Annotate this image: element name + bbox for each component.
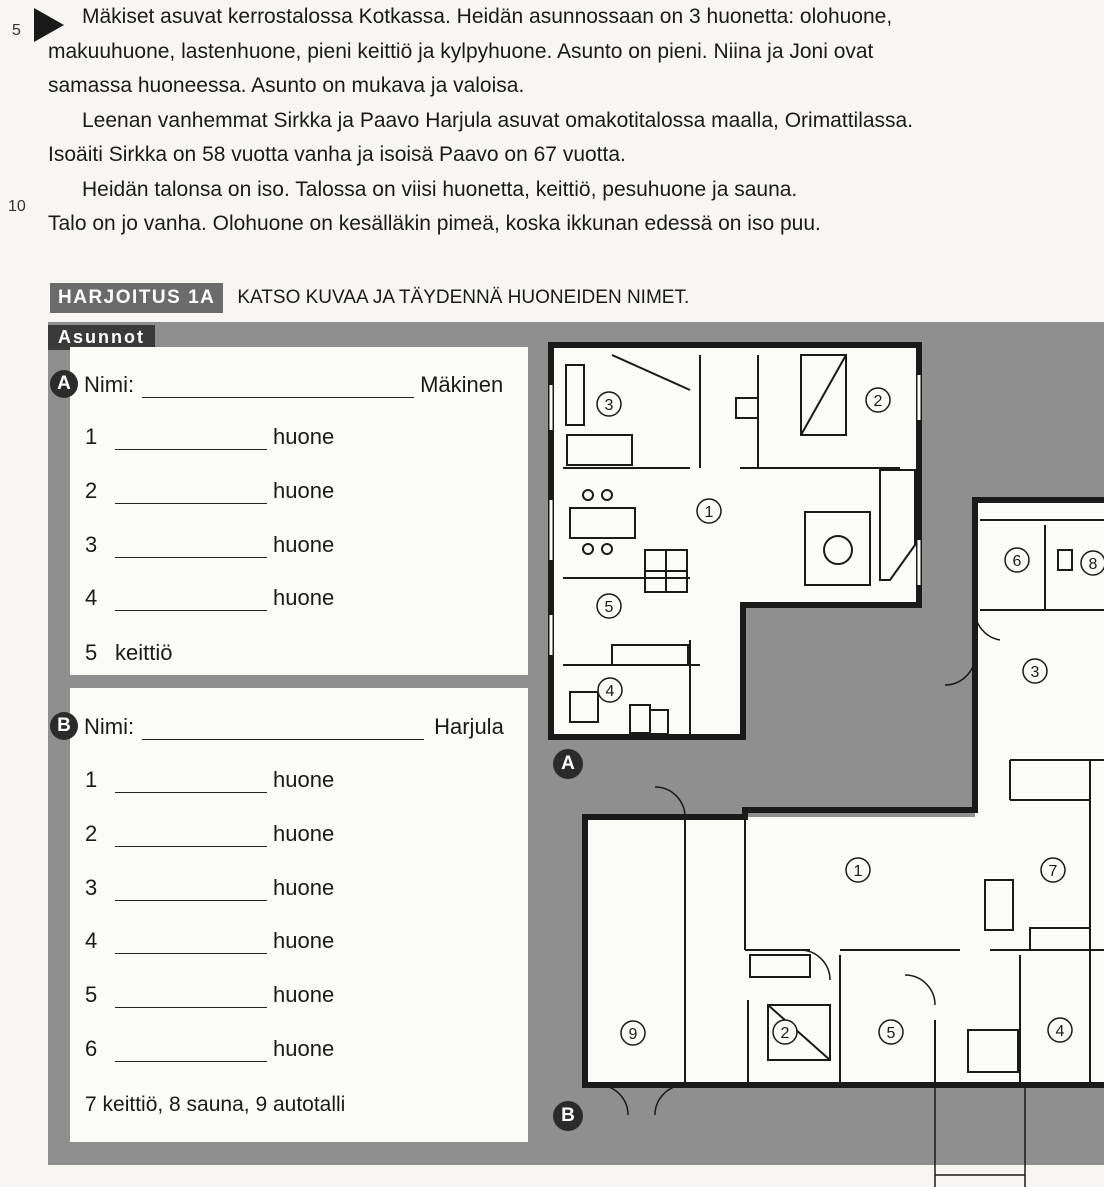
room-b-2: 2 (780, 1025, 790, 1042)
room-suffix: huone (273, 767, 335, 792)
room-number: 5 (85, 640, 98, 665)
room-b-1: 1 (853, 863, 863, 880)
room-number: 6 (85, 1036, 98, 1061)
room-b-8: 8 (1088, 556, 1098, 573)
room-number: 1 (85, 767, 98, 792)
room-number: 3 (85, 532, 98, 557)
kitchen-label: keittiö (115, 640, 173, 665)
room-number: 1 (85, 424, 98, 449)
room-suffix: huone (273, 532, 335, 557)
paragraph-1-line-2: makuuhuone, lastenhuone, pieni keittiö ja kylpyhuone. Asunto on pieni. Niina ja Joni ovat (48, 39, 874, 63)
room-b-3: 3 (1030, 664, 1040, 681)
paragraph-1-line-3: samassa huoneessa. Asunto on mukava ja valoisa. (48, 74, 525, 97)
room-b-9: 9 (628, 1026, 638, 1043)
line-number-10: 10 (8, 198, 26, 215)
room-a-4: 4 (605, 683, 615, 700)
name-label-a: Nimi: (84, 372, 135, 397)
room-number: 4 (85, 585, 98, 610)
room-b-7: 7 (1048, 863, 1058, 880)
name-value-a: Mäkinen (420, 372, 504, 397)
legend-text: 7 keittiö, 8 sauna, 9 autotalli (85, 1093, 346, 1116)
room-a-2: 2 (873, 393, 883, 410)
room-suffix: huone (273, 1036, 335, 1061)
paragraph-2-line-2: Isoäiti Sirkka on 58 vuotta vanha ja isoisä Paavo on 67 vuotta. (48, 143, 626, 166)
name-value-b: Harjula (434, 714, 504, 739)
room-number: 5 (85, 982, 98, 1007)
plan-label-b: B (553, 1101, 583, 1131)
room-b-4: 4 (1055, 1023, 1065, 1040)
paragraph-1-line-1: Mäkiset asuvat kerrostalossa Kotkassa. Heidän asunnossaan on 3 huonetta: olohuone, (82, 5, 893, 28)
room-number: 4 (85, 928, 98, 953)
room-a-3: 3 (604, 397, 614, 414)
paragraph-3-line-2: Talo on jo vanha. Olohuone on kesälläkin pimeä, koska ikkunan edessä on iso puu. (48, 212, 821, 235)
room-suffix: huone (273, 478, 335, 503)
section-tab: Asunnot (48, 325, 155, 350)
line-number-5: 5 (12, 22, 21, 39)
section-a-badge: A (50, 370, 78, 398)
section-b-badge: B (50, 712, 78, 740)
room-suffix: huone (273, 424, 335, 449)
room-number: 3 (85, 875, 98, 900)
room-number: 2 (85, 478, 98, 503)
name-label-b: Nimi: (84, 714, 135, 739)
room-a-1: 1 (704, 504, 714, 521)
room-suffix: huone (273, 585, 335, 610)
room-suffix: huone (273, 928, 335, 953)
plan-label-a: A (553, 749, 583, 779)
room-b-5: 5 (886, 1025, 896, 1042)
room-suffix: huone (273, 875, 335, 900)
paragraph-3-line-1: Heidän talonsa on iso. Talossa on viisi huonetta, keittiö, pesuhuone ja sauna. (82, 177, 798, 201)
room-suffix: huone (273, 821, 335, 846)
exercise-badge: HARJOITUS 1A (50, 283, 223, 313)
room-number: 2 (85, 821, 98, 846)
exercise-instruction: KATSO KUVAA JA TÄYDENNÄ HUONEIDEN NIMET. (237, 287, 690, 308)
room-a-5: 5 (604, 599, 614, 616)
room-suffix: huone (273, 982, 335, 1007)
room-b-6: 6 (1012, 553, 1022, 570)
paragraph-2-line-1: Leenan vanhemmat Sirkka ja Paavo Harjula asuvat omakotitalossa maalla, Orimattilassa. (82, 108, 914, 132)
